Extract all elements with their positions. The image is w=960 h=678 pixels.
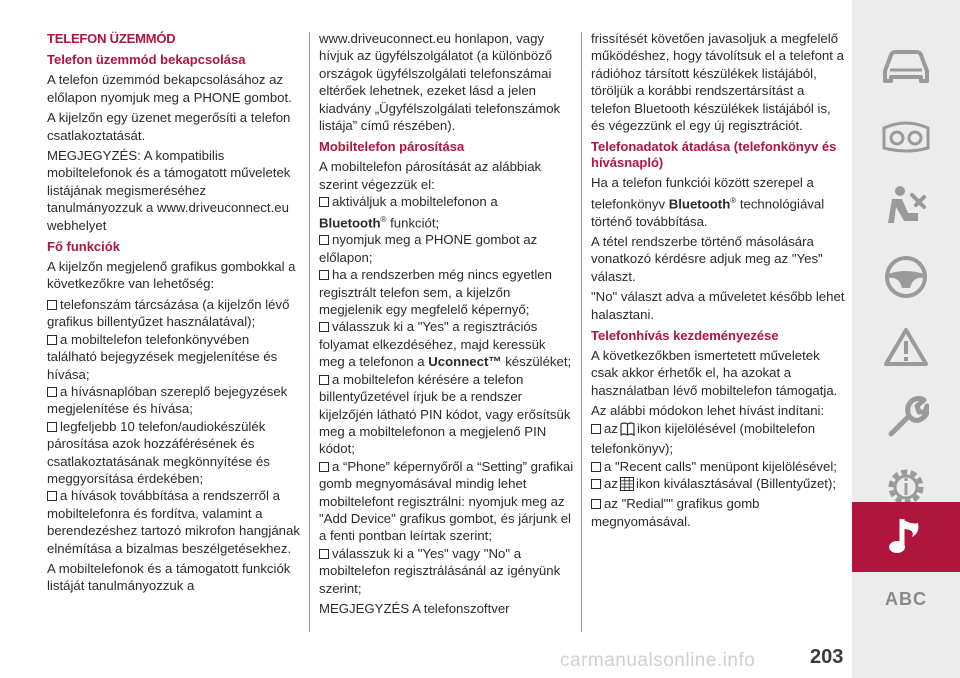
subheading-phone-data-transfer: Telefonadatok átadása (telefonkönyv és hívásnapló) xyxy=(591,139,837,171)
bullet-box-icon xyxy=(47,491,57,501)
list-item: aktiváljuk a mobiltelefonon a Bluetooth® funkciót; xyxy=(319,194,498,231)
list-item: ha a rendszerben még nincs egyetlen regisztrált telefon sem, a kijelzőn megjelenik egy megfelelő képernyő; xyxy=(319,267,552,318)
watermark: carmanualsonline.info xyxy=(560,650,756,671)
list-item: nyomjuk meg a PHONE gombot az előlapon; xyxy=(319,232,538,265)
bullet-box-icon xyxy=(591,479,601,489)
list-item: válasszuk ki a "Yes" a regisztrációs folyamat elkezdéséhez, majd keressük meg a telefonon a Uconnect™ készüléket; xyxy=(319,319,572,370)
list-item: a “Phone” képernyőről a “Setting” grafikai gomb megnyomásával mindig lehet mobiltelefont regisztrálni: nyomjuk meg az "Add Device" grafikus gombot, és járjunk el a fenti pontban leírtak szerint; xyxy=(319,458,574,544)
paragraph: frissítését követően javasoljuk a megfelelő működéshez, hogy távolítsuk el a telefont a rádióhoz társított készülékek listájából, töröljük a korábbi rendszertársítást a telefon Bluetooth készülékek listájából is, és végezzünk el egy új regisztrációt. xyxy=(591,31,844,134)
bullet-box-icon xyxy=(319,462,329,472)
section-heading: TELEFON ÜZEMMÓD xyxy=(47,31,176,46)
car-icon xyxy=(879,45,933,89)
list-item: a mobiltelefon kérésére a telefon billentyűzetével írjuk be a rendszer kijelzőjén látható PIN kódot, vagy erősítsük meg a mobiltelefonon a megjelenő PIN kódot; xyxy=(319,371,571,457)
list-item: az ikon kiválasztásával (Billentyűzet); xyxy=(591,475,846,495)
nav-maintenance[interactable] xyxy=(852,382,960,452)
list-item: a hívások továbbítása a rendszerről a mobiltelefonra és fordítva, valamint a berendezéshez tartozó mikrofon hangjának elnémítása a bizalmas beszélgetésekhez. xyxy=(47,488,300,556)
abc-index-label: ABC xyxy=(885,588,927,609)
paragraph: "No" választ adva a műveletet később lehet halasztani. xyxy=(591,289,845,322)
keypad-icon xyxy=(620,477,634,495)
list-item: a hívásnaplóban szereplő bejegyzések megjelenítése és hívása; xyxy=(47,383,288,417)
steering-wheel-icon xyxy=(883,254,929,300)
dashboard-gauges-icon xyxy=(880,120,932,154)
list-item: az ikon kijelölésével (mobiltelefon telefonkönyv); xyxy=(591,420,816,457)
nav-dashboard[interactable] xyxy=(852,102,960,172)
paragraph: www.driveuconnect.eu honlapon, vagy hívjuk az ügyfélszolgálatot (a különböző országok ügyfélszolgálati telefonszámai eltérőek lehetnek, ezeket lásd a jelen kiadvány „Ügyfélszolgálati telefonszámok listája” című részében). xyxy=(319,31,561,134)
list-item: a mobiltelefon telefonkönyvében található bejegyzések megjelenítése és hívása; xyxy=(47,331,278,382)
bullet-box-icon xyxy=(47,300,57,310)
bullet-box-icon xyxy=(319,549,329,559)
subheading-phone-pairing: Mobiltelefon párosítása xyxy=(319,139,465,155)
column-2 xyxy=(319,30,574,620)
chapter-sidebar xyxy=(852,0,960,678)
bullet-box-icon xyxy=(319,270,329,280)
nav-index[interactable] xyxy=(852,564,960,634)
column-1 xyxy=(47,30,302,598)
note-paragraph: MEGJEGYZÉS: A kompatibilis mobiltelefonok és a támogatott műveletek listájának megismeréséhez tanulmányozzuk a www.driveuconnect.eu webhelyet xyxy=(47,148,291,233)
bullet-box-icon xyxy=(591,424,601,434)
page-number: 203 xyxy=(810,646,844,668)
paragraph: A következőkben ismertetett műveletek csak akkor érhetők el, ha azokat a használatban lévő mobiltelefon támogatja. xyxy=(591,348,838,398)
bullet-box-icon xyxy=(319,235,329,245)
bullet-box-icon xyxy=(319,322,329,332)
paragraph: Az alábbi módokon lehet hívást indítani: xyxy=(591,403,825,419)
phonebook-icon xyxy=(620,422,635,440)
subheading-main-functions: Fő funkciók xyxy=(47,239,120,255)
bullet-box-icon xyxy=(319,197,329,207)
paragraph: A mobiltelefonok és a támogatott funkciók listáját tanulmányozzuk a xyxy=(47,560,291,594)
subheading-phone-mode-on: Telefon üzemmód bekapcsolása xyxy=(47,52,246,68)
nav-multimedia-active[interactable] xyxy=(852,502,960,572)
bullet-box-icon xyxy=(319,375,329,385)
bullet-box-icon xyxy=(591,499,601,509)
list-item: válasszuk ki a "Yes" vagy "No" a mobiltelefon regisztrálásánál az igényünk szerint; xyxy=(319,545,561,596)
music-note-icon xyxy=(886,515,926,559)
bullet-box-icon xyxy=(591,462,601,472)
paragraph: A kijelzőn egy üzenet megerősíti a telefon csatlakoztatását. xyxy=(47,110,291,143)
warning-triangle-icon xyxy=(883,326,929,368)
paragraph: A kijelzőn megjelenő grafikus gombokkal a következőkre van lehetőség: xyxy=(47,259,296,292)
column-divider xyxy=(581,32,582,632)
paragraph: A mobiltelefon párosítását az alábbiak szerint végezzük el: xyxy=(319,159,542,192)
column-divider xyxy=(309,32,310,632)
column-3 xyxy=(591,30,846,530)
bullet-box-icon xyxy=(47,387,57,397)
subheading-make-call: Telefonhívás kezdeményezése xyxy=(591,328,779,344)
wrench-icon xyxy=(883,394,929,440)
list-item: telefonszám tárcsázása (a kijelzőn lévő grafikus billentyűzet használatával); xyxy=(47,296,290,330)
nav-car[interactable] xyxy=(852,32,960,102)
bullet-box-icon xyxy=(47,422,57,432)
nav-safety[interactable] xyxy=(852,172,960,242)
paragraph: Ha a telefon funkciói között szerepel a telefonkönyv Bluetooth® technológiával történő továbbítása. xyxy=(591,175,825,229)
paragraph: A tétel rendszerbe történő másolására vonatkozó kérdésre adjuk meg az "Yes" választ. xyxy=(591,234,823,284)
seat-safety-icon xyxy=(882,183,930,231)
bullet-box-icon xyxy=(47,335,57,345)
note-paragraph: MEGJEGYZÉS A telefonszoftver xyxy=(319,600,510,616)
list-item: a "Recent calls" menüpont kijelölésével; xyxy=(591,458,846,475)
nav-driving[interactable] xyxy=(852,242,960,312)
list-item: az "Redial"" grafikus gomb megnyomásával. xyxy=(591,496,760,529)
nav-warnings[interactable] xyxy=(852,312,960,382)
list-item: legfeljebb 10 telefon/audiokészülék párosítása azok hozzáférésének és csatlakoztatásának megkönnyítése és meggyorsítása érdekében; xyxy=(47,418,270,486)
paragraph: A telefon üzemmód bekapcsolásához az előlapon nyomjuk meg a PHONE gombot. xyxy=(47,72,292,105)
